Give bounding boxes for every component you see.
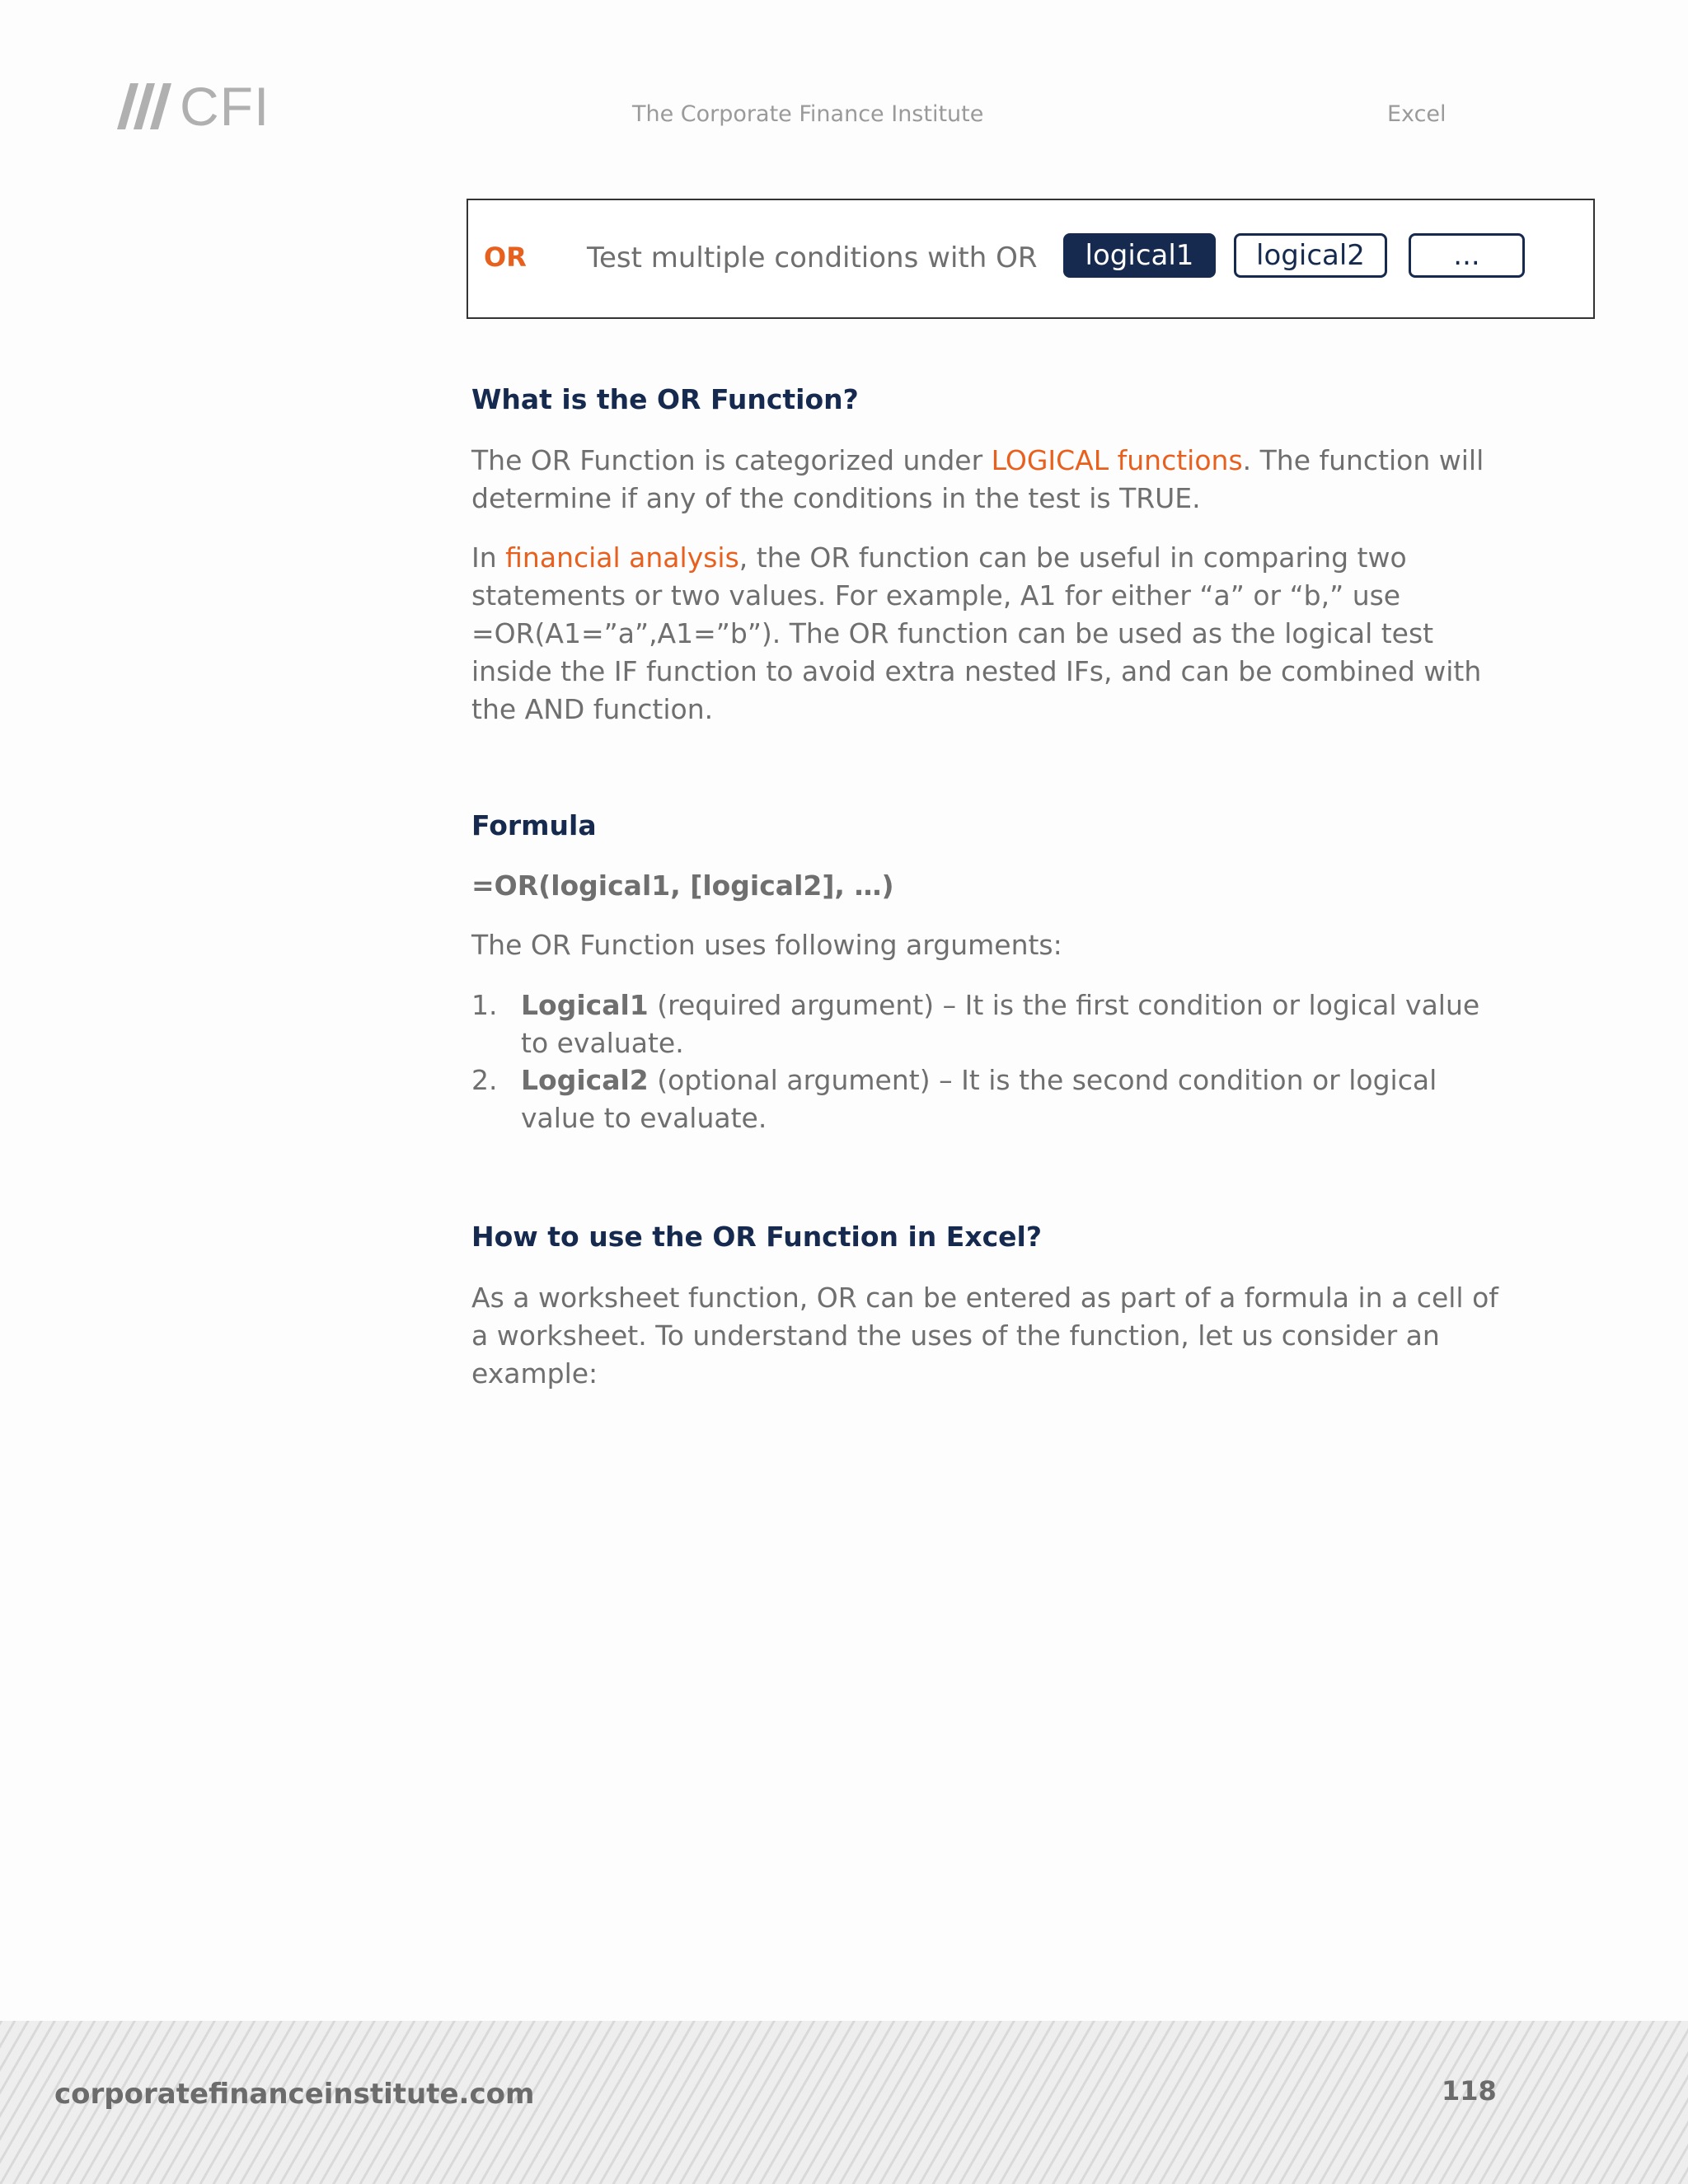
logo-slashes-icon [114, 82, 171, 131]
list-item [471, 1062, 1510, 1137]
arg-logical2-badge: logical2 [1234, 233, 1387, 278]
text-segment: In [471, 541, 506, 574]
function-summary-box [467, 199, 1595, 319]
text-segment: The OR Function is categorized under [471, 444, 992, 476]
arguments-intro: The OR Function uses following arguments: [471, 929, 1062, 961]
footer-website: corporatefinanceinstitute.com [54, 2078, 535, 2111]
page-number: 118 [1442, 2075, 1497, 2107]
paragraph-financial-analysis [471, 539, 1510, 729]
text-segment: . The function will determine if any of the conditions in the test is TRUE. [471, 444, 1484, 514]
paragraph-definition [471, 442, 1510, 518]
heading-what-is: What is the OR Function? [471, 383, 859, 415]
list-number: 1. [471, 989, 498, 1021]
arg-more-badge: ... [1409, 233, 1525, 278]
function-description: Test multiple conditions with OR [587, 241, 1038, 274]
argument-description: (required argument) – It is the first condition or logical value to evaluate. [521, 989, 1480, 1059]
arg-logical1-badge: logical1 [1063, 233, 1216, 278]
text-segment: , the OR function can be useful in comparing two statements or two values. For example, A1 for either “a” or “b,” use =OR(A1=”a”,A1=”b”). The OR function can be used as the logical test inside the IF function to avoid extra nested IFs, and can be combined with the AND function. [471, 541, 1482, 725]
list-number: 2. [471, 1064, 498, 1096]
cfi-logo [114, 76, 270, 137]
logical-functions-link[interactable]: LOGICAL functions [991, 444, 1243, 476]
list-item [471, 987, 1510, 1062]
financial-analysis-link[interactable]: financial analysis [505, 541, 739, 574]
logo-text: CFI [180, 76, 270, 137]
header-section: Excel [1387, 101, 1447, 127]
heading-formula: Formula [471, 809, 597, 841]
argument-term: Logical1 [521, 989, 649, 1021]
formula-syntax: =OR(logical1, [logical2], …) [471, 869, 894, 902]
function-name: OR [484, 241, 527, 273]
argument-description: (optional argument) – It is the second condition or logical value to evaluate. [521, 1064, 1437, 1134]
header-title: The Corporate Finance Institute [632, 101, 984, 127]
heading-how-to-use: How to use the OR Function in Excel? [471, 1221, 1043, 1253]
argument-term: Logical2 [521, 1064, 649, 1096]
paragraph-usage: As a worksheet function, OR can be entered as part of a formula in a cell of a worksheet. To understand the uses of the function, let us consider an example: [471, 1282, 1498, 1390]
